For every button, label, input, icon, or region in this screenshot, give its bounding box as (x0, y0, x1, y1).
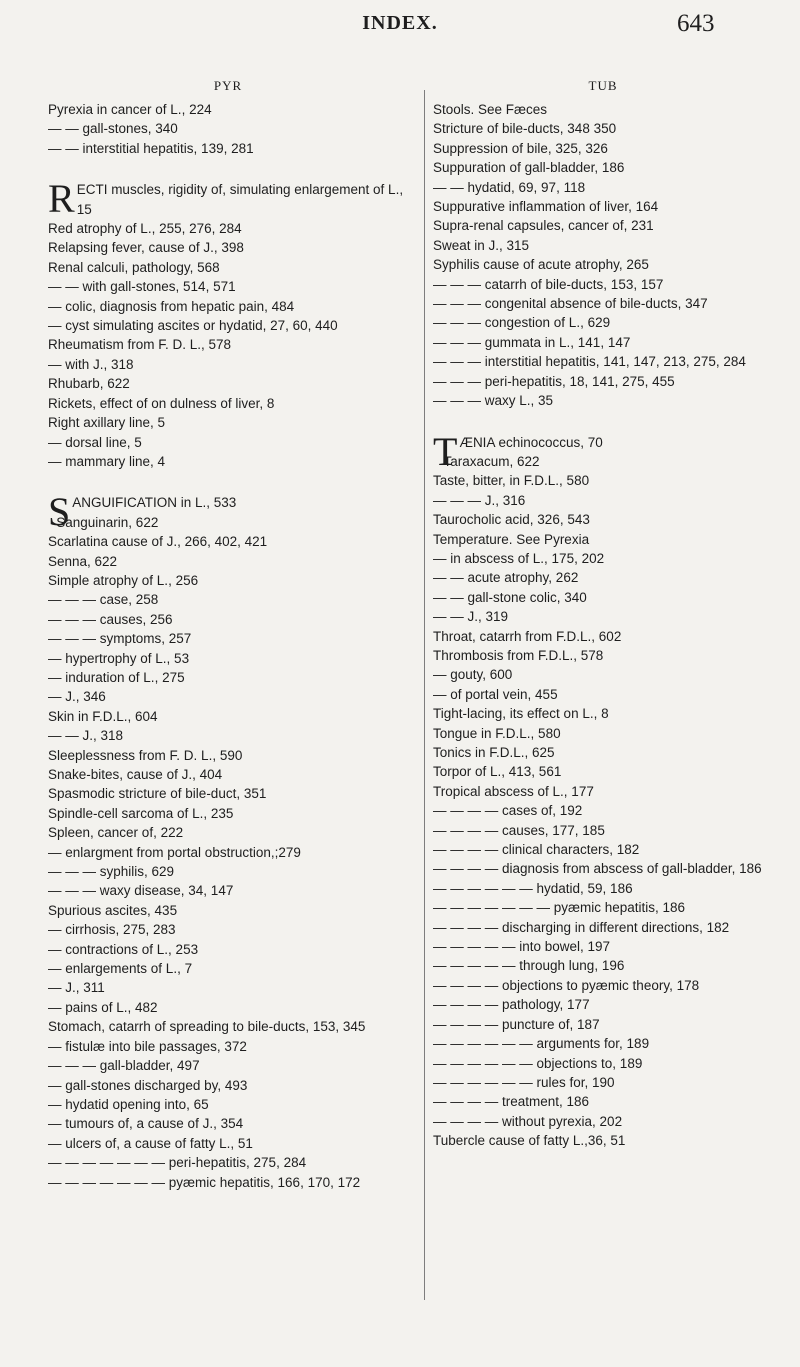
right-column-head: TUB (588, 78, 618, 93)
index-entry (48, 920, 408, 939)
drop-cap-letter: R (48, 176, 75, 222)
index-entry (433, 1054, 773, 1073)
entry-text: — — — — — — — pyæmic hepatitis, 186 (433, 900, 686, 916)
index-entry (48, 258, 408, 277)
index-entry (48, 901, 408, 920)
entry-text: — colic, diagnosis from hepatic pain, 484 (48, 298, 295, 314)
entry-text: — — — — pathology, 177 (433, 997, 590, 1013)
index-entry (48, 335, 408, 354)
index-entry (48, 433, 408, 452)
column-divider (424, 90, 425, 1300)
index-entry (433, 898, 773, 917)
index-entry (48, 610, 408, 629)
index-entry (48, 297, 408, 316)
index-entry (433, 1034, 773, 1053)
entry-text: — — — interstitial hepatitis, 141, 147, 213, 275, 284 (433, 354, 746, 370)
entry-text: — — — gummata in L., 141, 147 (433, 334, 631, 350)
index-entry (433, 762, 773, 781)
entry-text: Torpor of L., 413, 561 (433, 764, 562, 780)
index-entry (48, 940, 408, 959)
index-entry (48, 668, 408, 687)
index-entry (433, 549, 773, 568)
entry-text: — hydatid opening into, 65 (48, 1096, 209, 1112)
index-entry (433, 646, 773, 665)
index-entry (433, 685, 773, 704)
index-entry (48, 823, 408, 842)
index-entry (48, 1095, 408, 1114)
index-entry (48, 532, 408, 551)
entry-text: — cirrhosis, 275, 283 (48, 922, 176, 938)
index-entry (433, 956, 773, 975)
entry-text: Suppuration of gall-bladder, 186 (433, 160, 625, 176)
index-entry (48, 316, 408, 335)
index-entry (433, 178, 773, 197)
entry-text: — — — congenital absence of bile-ducts, 347 (433, 296, 708, 312)
index-entry (433, 391, 773, 410)
index-entry (433, 452, 773, 471)
entry-text: Red atrophy of L., 255, 276, 284 (48, 221, 242, 237)
entry-text: — — gall-stones, 340 (48, 121, 178, 137)
entry-text: — — — — clinical characters, 182 (433, 842, 640, 858)
entry-text: — — — — diagnosis from abscess of gall-bladder, 186 (433, 861, 762, 877)
entry-text: — mammary line, 4 (48, 453, 166, 469)
entry-text: ANGUIFICATION in L., 533 (72, 495, 237, 511)
index-entry (48, 687, 408, 706)
index-entry (433, 100, 773, 119)
entry-text: Taurocholic acid, 326, 543 (433, 512, 590, 528)
entry-text: — — — — treatment, 186 (433, 1094, 590, 1110)
entry-text: Stools. See Fæces (433, 102, 548, 117)
entry-text: Suppurative inflammation of liver, 164 (433, 199, 659, 215)
index-entry (433, 801, 773, 820)
index-entry (433, 1131, 773, 1150)
entry-text: Right axillary line, 5 (48, 415, 166, 431)
index-entry (433, 588, 773, 607)
page-number: 643 (677, 10, 715, 37)
entry-text: — — — — objections to pyæmic theory, 178 (433, 977, 700, 993)
entry-text: — enlargements of L., 7 (48, 961, 193, 977)
entry-text: Taraxacum, 622 (443, 453, 540, 469)
entry-text: — dorsal line, 5 (48, 434, 142, 450)
entry-text: — — — — — — arguments for, 189 (433, 1036, 650, 1052)
index-entry (433, 879, 773, 898)
drop-cap-letter: S (48, 489, 71, 535)
index-entry (433, 1112, 773, 1131)
entry-text: Rhubarb, 622 (48, 376, 130, 392)
entry-text: Supra-renal capsules, cancer of, 231 (433, 218, 654, 234)
index-entry (433, 491, 773, 510)
entry-text: — — — J., 316 (433, 492, 526, 508)
index-entry (48, 1076, 408, 1095)
entry-text: Simple atrophy of L., 256 (48, 572, 199, 588)
entry-text: — — — waxy L., 35 (433, 393, 554, 409)
entry-text: Tonics in F.D.L., 625 (433, 745, 555, 760)
index-entry (48, 1017, 408, 1036)
entry-text: — J., 346 (48, 689, 106, 705)
index-entry (433, 255, 773, 274)
entry-text: — — — — puncture of, 187 (433, 1016, 600, 1032)
index-entry (433, 821, 773, 840)
entry-text: Tropical abscess of L., 177 (433, 783, 594, 799)
index-entry (48, 100, 408, 119)
index-entry (433, 294, 773, 313)
entry-text: Throat, catarrh from F.D.L., 602 (433, 628, 622, 644)
index-entry (433, 530, 773, 549)
index-entry (433, 724, 773, 743)
entry-text: — — with gall-stones, 514, 571 (48, 279, 236, 295)
entry-text: — — hydatid, 69, 97, 118 (433, 179, 586, 195)
index-entry (48, 571, 408, 590)
index-entry (48, 552, 408, 571)
entry-text: Scarlatina cause of J., 266, 402, 421 (48, 534, 268, 550)
entry-text: — — — — discharging in different directions, 182 (433, 919, 730, 935)
entry-text: — — — — causes, 177, 185 (433, 822, 605, 838)
entry-text: Sleeplessness from F. D. L., 590 (48, 747, 243, 763)
index-entry (433, 607, 773, 626)
index-entry (48, 590, 408, 609)
entry-text: Sanguinarin, 622 (56, 514, 159, 530)
entry-text: — with J., 318 (48, 356, 134, 372)
entry-text: — pains of L., 482 (48, 999, 158, 1015)
entry-text: — gouty, 600 (433, 667, 513, 683)
entry-text: — — — catarrh of bile-ducts, 153, 157 (433, 276, 664, 292)
entry-text: Syphilis cause of acute atrophy, 265 (433, 257, 649, 273)
index-entry (433, 665, 773, 684)
index-entry (48, 1153, 408, 1172)
entry-text: — — — — without pyrexia, 202 (433, 1113, 623, 1129)
entry-text: — — gall-stone colic, 340 (433, 589, 587, 605)
entry-text: Stomach, catarrh of spreading to bile-ducts, 153, 345 (48, 1019, 366, 1035)
left-entry-list (48, 100, 408, 1192)
index-entry (433, 627, 773, 646)
entry-text: — — — congestion of L., 629 (433, 315, 611, 331)
right-column (433, 78, 773, 1151)
entry-text: Spurious ascites, 435 (48, 902, 178, 918)
entry-text: Rheumatism from F. D. L., 578 (48, 337, 232, 353)
index-entry (48, 726, 408, 745)
entry-text: — hypertrophy of L., 53 (48, 650, 190, 666)
entry-text: — contractions of L., 253 (48, 941, 199, 957)
index-entry (433, 158, 773, 177)
entry-text: — — J., 318 (48, 728, 124, 744)
index-entry (433, 743, 773, 762)
page-title: INDEX. (362, 12, 438, 34)
index-entry (433, 937, 773, 956)
index-entry (433, 782, 773, 801)
index-entry (433, 995, 773, 1014)
entry-text: — — — — cases of, 192 (433, 803, 583, 819)
entry-text: — — — — — — hydatid, 59, 186 (433, 880, 633, 896)
entry-text: — gall-stones discharged by, 493 (48, 1077, 248, 1093)
index-entry (48, 649, 408, 668)
index-entry (48, 238, 408, 257)
index-entry (433, 704, 773, 723)
index-entry (433, 976, 773, 995)
index-entry (48, 176, 408, 222)
entry-text: Senna, 622 (48, 553, 118, 569)
entry-text: — J., 311 (48, 980, 105, 996)
entry-text: — — — — — — — pyæmic hepatitis, 166, 170, 172 (48, 1174, 361, 1190)
entry-text: Snake-bites, cause of J., 404 (48, 767, 223, 782)
index-entry (48, 413, 408, 432)
entry-text: — fistulæ into bile passages, 372 (48, 1038, 247, 1054)
index-entry (433, 313, 773, 332)
index-entry (433, 197, 773, 216)
entry-text: Taste, bitter, in F.D.L., 580 (433, 473, 590, 489)
index-entry (48, 978, 408, 997)
entry-text: Spleen, cancer of, 222 (48, 825, 184, 841)
index-entry (48, 513, 408, 532)
entry-text: — induration of L., 275 (48, 669, 185, 685)
entry-text: ÆNIA echinococcus, 70 (459, 434, 603, 450)
index-entry (48, 998, 408, 1017)
index-entry (433, 918, 773, 937)
index-entry (433, 840, 773, 859)
index-entry (433, 1015, 773, 1034)
entry-text: — — acute atrophy, 262 (433, 570, 579, 586)
index-entry (433, 1092, 773, 1111)
index-entry (433, 568, 773, 587)
index-entry (48, 139, 408, 158)
entry-text: — of portal vein, 455 (433, 686, 558, 702)
entry-text: Tubercle cause of fatty L.,36, 51 (433, 1133, 626, 1149)
index-entry (48, 629, 408, 648)
index-entry (433, 275, 773, 294)
entry-text: — ulcers of, a cause of fatty L., 51 (48, 1135, 253, 1151)
index-entry (48, 1114, 408, 1133)
entry-text: — — interstitial hepatitis, 139, 281 (48, 140, 254, 156)
index-entry (433, 1073, 773, 1092)
entry-text: Skin in F.D.L., 604 (48, 708, 158, 724)
index-entry (433, 139, 773, 158)
index-entry (48, 804, 408, 823)
index-entry (48, 219, 408, 238)
index-entry (433, 372, 773, 391)
index-entry (48, 881, 408, 900)
index-entry (48, 452, 408, 471)
entry-text: — — — case, 258 (48, 592, 159, 608)
index-entry (433, 471, 773, 490)
index-entry (433, 510, 773, 529)
index-entry (48, 277, 408, 296)
index-entry (48, 355, 408, 374)
entry-text: Suppression of bile, 325, 326 (433, 140, 608, 156)
entry-text: — enlargment from portal obstruction,;279 (48, 844, 301, 860)
entry-text: — tumours of, a cause of J., 354 (48, 1116, 244, 1132)
index-entry (48, 119, 408, 138)
entry-text: Stricture of bile-ducts, 348 350 (433, 121, 617, 137)
entry-text: Tongue in F.D.L., 580 (433, 725, 561, 741)
section-gap (48, 471, 408, 493)
entry-text: — — — gall-bladder, 497 (48, 1058, 200, 1074)
index-entry (48, 746, 408, 765)
left-column-head: PYR (213, 78, 243, 93)
index-entry (433, 119, 773, 138)
index-entry (48, 1134, 408, 1153)
entry-text: — — — symptoms, 257 (48, 631, 192, 647)
entry-text: — — — causes, 256 (48, 611, 173, 627)
index-entry (433, 333, 773, 352)
drop-cap-letter: T (433, 428, 458, 474)
entry-text: — — — — — into bowel, 197 (433, 939, 611, 955)
entry-text: — — — — — — rules for, 190 (433, 1074, 615, 1090)
left-column (48, 78, 408, 1192)
entry-text: — — — peri-hepatitis, 18, 141, 275, 455 (433, 373, 675, 389)
index-entry (48, 374, 408, 393)
entry-text: Temperature. See Pyrexia (433, 531, 590, 547)
entry-text: — cyst simulating ascites or hydatid, 27, 60, 440 (48, 318, 338, 334)
entry-text: — — J., 319 (433, 609, 509, 625)
section-gap (433, 411, 773, 433)
entry-text: — in abscess of L., 175, 202 (433, 550, 605, 566)
index-entry (48, 843, 408, 862)
index-entry (433, 216, 773, 235)
entry-text: Spindle-cell sarcoma of L., 235 (48, 805, 234, 821)
entry-text: Tight-lacing, its effect on L., 8 (433, 706, 609, 722)
entry-text: Thrombosis from F.D.L., 578 (433, 647, 604, 663)
entry-text: — — — — — through lung, 196 (433, 958, 625, 974)
entry-text: — — — — — — — peri-hepatitis, 275, 284 (48, 1155, 307, 1171)
entry-text: Spasmodic stricture of bile-duct, 351 (48, 786, 267, 802)
entry-text: — — — — — — objections to, 189 (433, 1055, 643, 1071)
entry-text: Relapsing fever, cause of J., 398 (48, 240, 244, 256)
index-entry (48, 765, 408, 784)
index-entry (433, 859, 773, 878)
index-entry (48, 784, 408, 803)
index-entry (433, 352, 773, 371)
index-entry (48, 1173, 408, 1192)
entry-text: Rickets, effect of on dulness of liver, 8 (48, 395, 275, 411)
index-entry (48, 862, 408, 881)
entry-text: Renal calculi, pathology, 568 (48, 259, 220, 275)
index-entry (48, 959, 408, 978)
index-entry (433, 236, 773, 255)
index-entry (48, 1056, 408, 1075)
entry-text: — — — waxy disease, 34, 147 (48, 883, 234, 899)
entry-text: Pyrexia in cancer of L., 224 (48, 102, 212, 117)
section-gap (48, 158, 408, 180)
entry-text: ECTI muscles, rigidity of, simulating enlargement of L., 15 (76, 182, 404, 217)
index-entry (48, 394, 408, 413)
right-entry-list (433, 100, 773, 1151)
entry-text: — — — syphilis, 629 (48, 864, 175, 880)
index-entry (48, 1037, 408, 1056)
entry-text: Sweat in J., 315 (433, 237, 530, 253)
index-entry (48, 707, 408, 726)
